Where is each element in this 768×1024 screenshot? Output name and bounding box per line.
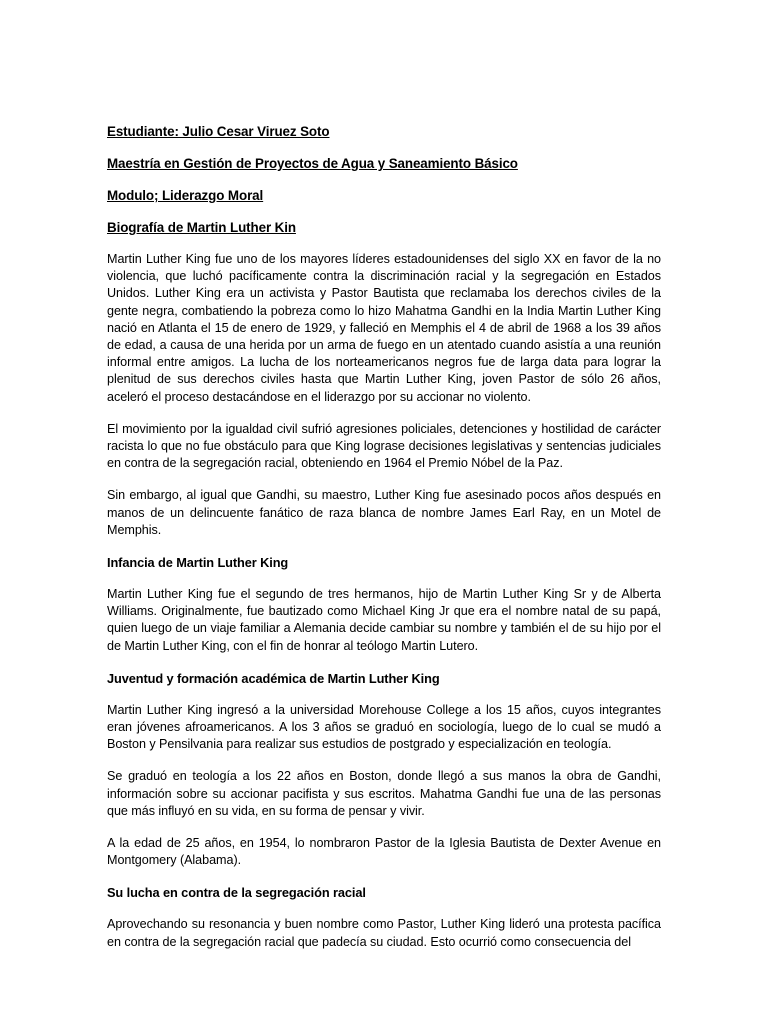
module-name: Modulo; Liderazgo Moral bbox=[107, 188, 264, 203]
section-heading-struggle: Su lucha en contra de la segregación racial bbox=[107, 885, 366, 901]
paragraph-youth-1: Martin Luther King ingresó a la universidad Morehouse College a los 15 años, cuyos integrantes eran jóvenes afroamericanos. A los 3 años se graduó en sociología, luego de lo cual se mudó a Boston y Pensilvania para realizar sus estudios de postgrado y especialización en teología. bbox=[107, 702, 661, 752]
paragraph-intro-1: Martin Luther King fue uno de los mayores líderes estadounidenses del siglo XX en favor de la no violencia, que luchó pacíficamente contra la discriminación racial y la segregación en Estados Unidos. Luther King era un activista y Pastor Bautista que reclamaba los derechos civiles de la gente negra, combatiendo la pobreza como lo hizo Mahatma Gandhi en la India Martin Luther King nació en Atlanta el 15 de enero de 1929, y falleció en Memphis el 4 de abril de 1968 a los 39 años de edad, a causa de una herida por un arma de fuego en un atentado cuando asistía a una reunión informal entre amigos. La lucha de los norteamericanos negros fue de larga data para lograr la plenitud de sus derechos civiles hasta que Martin Luther King, joven Pastor de sólo 26 años, aceleró el proceso destacándose en el liderazgo por su accionar no violento. bbox=[107, 252, 661, 404]
document-page bbox=[107, 123, 661, 1024]
paragraph-intro-2: El movimiento por la igualdad civil sufrió agresiones policiales, detenciones y hostilidad de carácter racista lo que no fue obstáculo para que King lograse decisiones legislativas y sentencias judiciales en contra de la segregación racial, obteniendo en 1964 el Premio Nóbel de la Paz. bbox=[107, 421, 661, 471]
section-heading-childhood: Infancia de Martin Luther King bbox=[107, 555, 289, 571]
paragraph-childhood: Martin Luther King fue el segundo de tres hermanos, hijo de Martin Luther King Sr y de Alberta Williams. Originalmente, fue bautizado como Michael King Jr que era el nombre natal de su papá, quien luego de un viaje familiar a Alemania decide cambiar su nombre y también el de su hijo por el de Martin Luther King, con el fin de honrar al teólogo Martin Lutero. bbox=[107, 587, 661, 653]
section-heading-youth: Juventud y formación académica de Martin Luther King bbox=[107, 670, 440, 686]
paragraph-struggle: Aprovechando su resonancia y buen nombre como Pastor, Luther King lideró una protesta pacífica en contra de la segregación racial que padecía su ciudad. Esto ocurrió como consecuencia del bbox=[107, 917, 661, 949]
paragraph-youth-2: Se graduó en teología a los 22 años en Boston, donde llegó a sus manos la obra de Gandhi, información sobre su accionar pacifista y sus escritos. Mahatma Gandhi fue una de las personas que más influyó en su vida, en su forma de pensar y vivir. bbox=[107, 769, 661, 818]
paragraph-intro-3: Sin embargo, al igual que Gandhi, su maestro, Luther King fue asesinado pocos años después en manos de un delincuente fanático de raza blanca de nombre James Earl Ray, en un Motel de Memphis. bbox=[107, 488, 661, 537]
masters-program: Maestría en Gestión de Proyectos de Agua y Saneamiento Básico bbox=[107, 156, 518, 171]
student-name: Estudiante: Julio Cesar Viruez Soto bbox=[107, 124, 330, 139]
paragraph-youth-3: A la edad de 25 años, en 1954, lo nombraron Pastor de la Iglesia Bautista de Dexter Avenue en Montgomery (Alabama). bbox=[107, 836, 661, 868]
document-title: Biografía de Martin Luther Kin bbox=[107, 220, 296, 235]
